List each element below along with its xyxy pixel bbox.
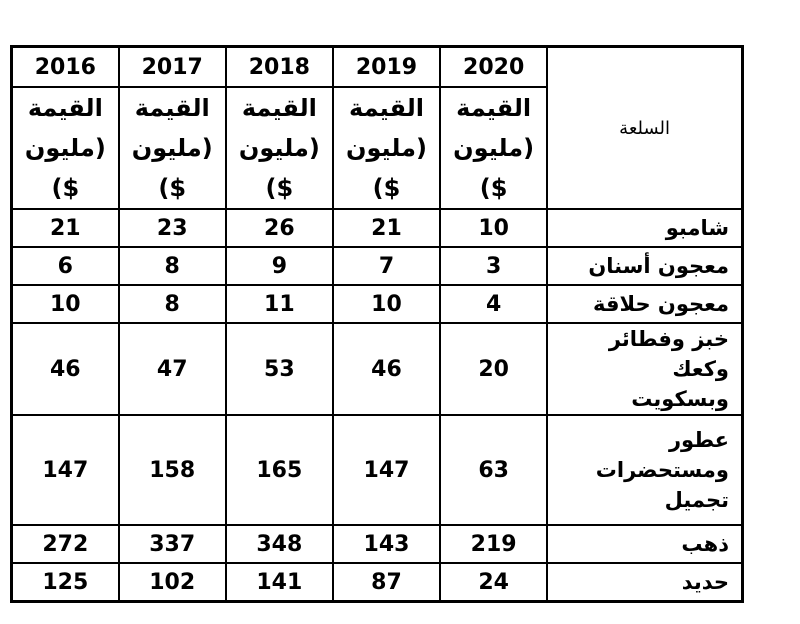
value-cell: 158 [119, 415, 226, 525]
row-label-toothpaste: معجون أسنان [547, 247, 742, 285]
value-cell: 10 [12, 285, 119, 323]
unit-line: (مليون [24, 134, 106, 162]
row-label-line: ومستحضرات [595, 458, 729, 482]
year-header-2020: 2020 [440, 47, 547, 88]
value-cell: 102 [119, 563, 226, 602]
value-cell: 23 [119, 209, 226, 247]
value-cell: 6 [12, 247, 119, 285]
unit-line: القيمة [241, 94, 317, 122]
value-cell: 147 [333, 415, 440, 525]
value-cell: 8 [119, 247, 226, 285]
unit-line: $) [158, 174, 187, 202]
table-row [12, 525, 743, 563]
unit-header-cell [440, 87, 547, 209]
value-cell: 272 [12, 525, 119, 563]
value-cell: 46 [333, 323, 440, 415]
unit-header-cell [333, 87, 440, 209]
value-cell: 348 [226, 525, 333, 563]
year-header-2019: 2019 [333, 47, 440, 88]
commodity-column-header: السلعة [547, 47, 742, 210]
value-cell: 21 [333, 209, 440, 247]
value-cell: 21 [12, 209, 119, 247]
value-cell: 141 [226, 563, 333, 602]
unit-header-cell [226, 87, 333, 209]
table-row [12, 563, 743, 602]
unit-line: $) [51, 174, 80, 202]
row-label-gold: ذهب [547, 525, 742, 563]
unit-line: (مليون [346, 134, 427, 162]
row-label-line: وبسكويت [631, 387, 729, 411]
table-row [12, 209, 743, 247]
value-cell: 53 [226, 323, 333, 415]
value-cell: 26 [226, 209, 333, 247]
value-cell: 4 [440, 285, 547, 323]
unit-line: القيمة [456, 94, 532, 122]
value-cell: 219 [440, 525, 547, 563]
value-cell: 7 [333, 247, 440, 285]
row-label-shampoo: شامبو [547, 209, 742, 247]
value-cell: 143 [333, 525, 440, 563]
row-label-perfumes [547, 415, 742, 525]
table-row [12, 415, 743, 525]
unit-line: (مليون [131, 134, 213, 162]
table-row [12, 247, 743, 285]
row-label-iron: حديد [547, 563, 742, 602]
value-cell: 165 [226, 415, 333, 525]
row-label-shaving-cream: معجون حلاقة [547, 285, 742, 323]
value-cell: 47 [119, 323, 226, 415]
unit-line: (مليون [453, 134, 535, 162]
row-label-line: عطور [668, 428, 729, 452]
value-cell: 125 [12, 563, 119, 602]
value-cell: 46 [12, 323, 119, 415]
unit-line: القيمة [349, 94, 424, 122]
value-cell: 9 [226, 247, 333, 285]
value-cell: 147 [12, 415, 119, 525]
row-label-line: خبز وفطائر وكعك [608, 327, 729, 381]
unit-line: $) [372, 174, 401, 202]
commodity-value-table [10, 45, 744, 603]
value-cell: 20 [440, 323, 547, 415]
unit-header-cell [119, 87, 226, 209]
unit-line: $) [265, 174, 294, 202]
year-header-2018: 2018 [226, 47, 333, 88]
value-cell: 8 [119, 285, 226, 323]
value-cell: 11 [226, 285, 333, 323]
data-table-frame [10, 45, 744, 595]
value-cell: 10 [333, 285, 440, 323]
unit-line: القيمة [27, 94, 103, 122]
value-cell: 10 [440, 209, 547, 247]
year-header-2017: 2017 [119, 47, 226, 88]
value-cell: 24 [440, 563, 547, 602]
row-label-bakery [547, 323, 742, 415]
value-cell: 337 [119, 525, 226, 563]
value-cell: 87 [333, 563, 440, 602]
table-row [12, 285, 743, 323]
unit-line: (مليون [238, 134, 320, 162]
unit-header-cell [12, 87, 119, 209]
value-cell: 3 [440, 247, 547, 285]
row-label-line: تجميل [664, 488, 729, 512]
value-cell: 63 [440, 415, 547, 525]
year-header-2016: 2016 [12, 47, 119, 88]
unit-line: القيمة [134, 94, 210, 122]
unit-line: $) [479, 174, 508, 202]
table-row [12, 323, 743, 415]
year-header-row [12, 47, 743, 88]
